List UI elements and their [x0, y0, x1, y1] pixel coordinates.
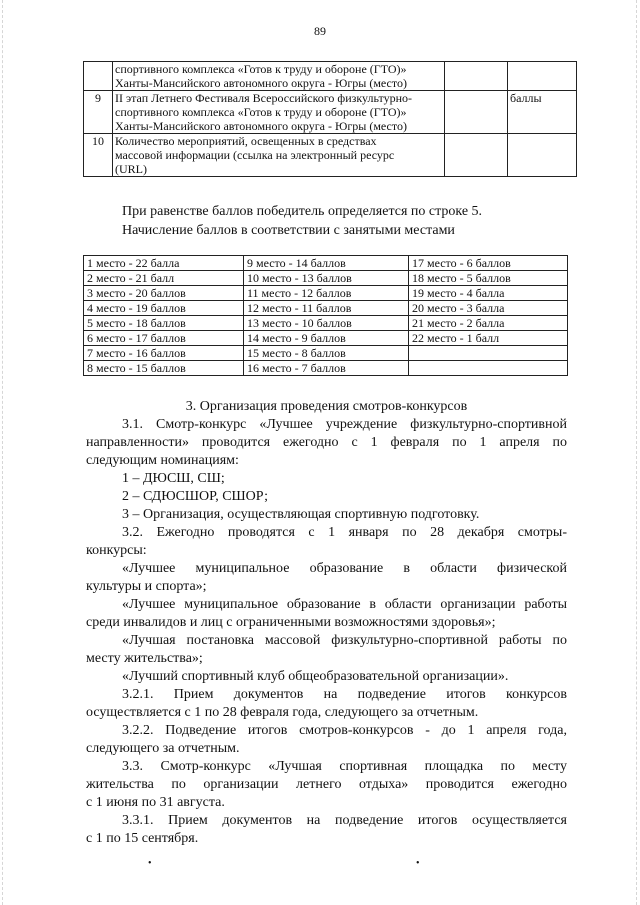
para-3-3-1-line: 3.3.1. Прием документов на подведение итогов осуществляется	[122, 813, 567, 828]
contest-line: «Лучшее муниципальное образование в области организации работы	[122, 597, 567, 612]
row-line: спортивного комплекса «Готов к труду и обороне (ГТО)»	[115, 105, 407, 119]
para-3-1-line: направленности» проводится ежегодно с 1 февраля по 1 апреля по	[86, 435, 567, 450]
nomination-item: 2 – СДЮСШОР, СШОР;	[122, 489, 268, 504]
table-cell: 8 место - 15 баллов	[84, 361, 244, 376]
table-row	[84, 256, 568, 271]
table-cell: 17 место - 6 баллов	[409, 256, 568, 271]
table-cell: 9 место - 14 баллов	[244, 256, 409, 271]
contest-line: культуры и спорта»;	[86, 579, 207, 594]
table-row	[84, 316, 568, 331]
contest-line: «Лучшее муниципальное образование в области физической	[122, 561, 567, 576]
table-cell: 21 место - 2 балла	[409, 316, 568, 331]
table-row	[84, 134, 577, 177]
para-3-2-1-line: 3.2.1. Прием документов на подведение итогов конкурсов	[122, 687, 567, 702]
places-table	[83, 255, 568, 376]
table-cell: 11 место - 12 баллов	[244, 286, 409, 301]
table-cell	[409, 361, 568, 376]
row-col4: баллы	[508, 91, 577, 134]
table-row	[84, 331, 568, 346]
table-cell: 7 место - 16 баллов	[84, 346, 244, 361]
table-cell: 5 место - 18 баллов	[84, 316, 244, 331]
row-number: 10	[84, 134, 113, 177]
table-cell: 15 место - 8 баллов	[244, 346, 409, 361]
table-row	[84, 271, 568, 286]
section-title: 3. Организация проведения смотров-конкурсов	[185, 399, 468, 414]
para-3-3-line: жительства по организации летнего отдыха» проводится ежегодно	[86, 777, 567, 792]
para-3-3-line: 3.3. Смотр-конкурс «Лучшая спортивная площадка по месту	[122, 759, 567, 774]
table-row	[84, 346, 568, 361]
table-cell: 3 место - 20 баллов	[84, 286, 244, 301]
table-cell: 18 место - 5 баллов	[409, 271, 568, 286]
row-col3	[445, 91, 508, 134]
para-3-3-line: с 1 июня по 31 августа.	[86, 795, 225, 810]
page-number: 89	[314, 24, 326, 38]
row-text	[113, 91, 445, 134]
table-cell: 20 место - 3 балла	[409, 301, 568, 316]
row-col4	[508, 62, 577, 91]
para-3-2-2-line: следующего за отчетным.	[86, 741, 240, 756]
scan-mark: •	[416, 858, 420, 869]
para-3-2-2-line: 3.2.2. Подведение итогов смотров-конкурсов - до 1 апреля года,	[122, 723, 567, 738]
row-col4	[508, 134, 577, 177]
row-col3	[445, 134, 508, 177]
table-cell: 1 место - 22 балла	[84, 256, 244, 271]
row-text	[113, 134, 445, 177]
table-cell: 13 место - 10 баллов	[244, 316, 409, 331]
row-number	[84, 62, 113, 91]
tie-rule: При равенстве баллов победитель определяется по строке 5.	[122, 204, 483, 219]
row-number: 9	[84, 91, 113, 134]
table-cell: 22 место - 1 балл	[409, 331, 568, 346]
table-row	[84, 301, 568, 316]
scan-mark: •	[148, 858, 152, 869]
contest-line: «Лучшая постановка массовой физкультурно-спортивной работы по	[122, 633, 567, 648]
table-cell: 12 место - 11 баллов	[244, 301, 409, 316]
para-3-1-line: 3.1. Смотр-конкурс «Лучшее учреждение физкультурно-спортивной	[122, 417, 567, 432]
criteria-table	[83, 61, 577, 177]
row-line: Ханты-Мансийского автономного округа - Югры (место)	[115, 119, 407, 133]
row-line: Ханты-Мансийского автономного округа - Югры (место)	[115, 76, 407, 90]
contest-line: «Лучший спортивный клуб общеобразовательной организации».	[122, 669, 509, 684]
table-cell	[409, 346, 568, 361]
para-3-3-1-line: с 1 по 15 сентября.	[86, 831, 199, 846]
table-cell: 6 место - 17 баллов	[84, 331, 244, 346]
para-3-2-1-line: осуществляется с 1 по 28 февраля года, следующего за отчетным.	[86, 705, 479, 720]
para-3-2-line: 3.2. Ежегодно проводятся с 1 января по 28 декабря смотры-	[122, 525, 567, 540]
contest-line: среди инвалидов и лиц с ограниченными возможностями здоровья»;	[86, 615, 496, 630]
row-line: (URL)	[115, 162, 147, 176]
table-row	[84, 91, 577, 134]
row-col3	[445, 62, 508, 91]
table-cell: 16 место - 7 баллов	[244, 361, 409, 376]
contest-line: месту жительства»;	[86, 651, 203, 666]
table-cell: 2 место - 21 балл	[84, 271, 244, 286]
table-cell: 19 место - 4 балла	[409, 286, 568, 301]
section-3	[86, 398, 567, 848]
row-text	[113, 62, 445, 91]
row-line: Количество мероприятий, освещенных в средствах	[115, 134, 377, 148]
row-line: II этап Летнего Фестиваля Всероссийского физкультурно-	[115, 91, 413, 105]
table-row	[84, 62, 577, 91]
para-3-1-line: следующим номинациям:	[86, 453, 239, 468]
table-cell: 14 место - 9 баллов	[244, 331, 409, 346]
table-cell: 4 место - 19 баллов	[84, 301, 244, 316]
table-cell: 10 место - 13 баллов	[244, 271, 409, 286]
nomination-item: 1 – ДЮСШ, СШ;	[122, 471, 225, 486]
nomination-item: 3 – Организация, осуществляющая спортивную подготовку.	[122, 507, 480, 522]
row-line: спортивного комплекса «Готов к труду и обороне (ГТО)»	[115, 62, 407, 76]
para-3-2-line: конкурсы:	[86, 543, 147, 558]
table-row	[84, 286, 568, 301]
table-row	[84, 361, 568, 376]
row-line: массовой информации (ссылка на электронный ресурс	[115, 148, 395, 162]
points-heading: Начисление баллов в соответствии с занятыми местами	[122, 223, 455, 238]
